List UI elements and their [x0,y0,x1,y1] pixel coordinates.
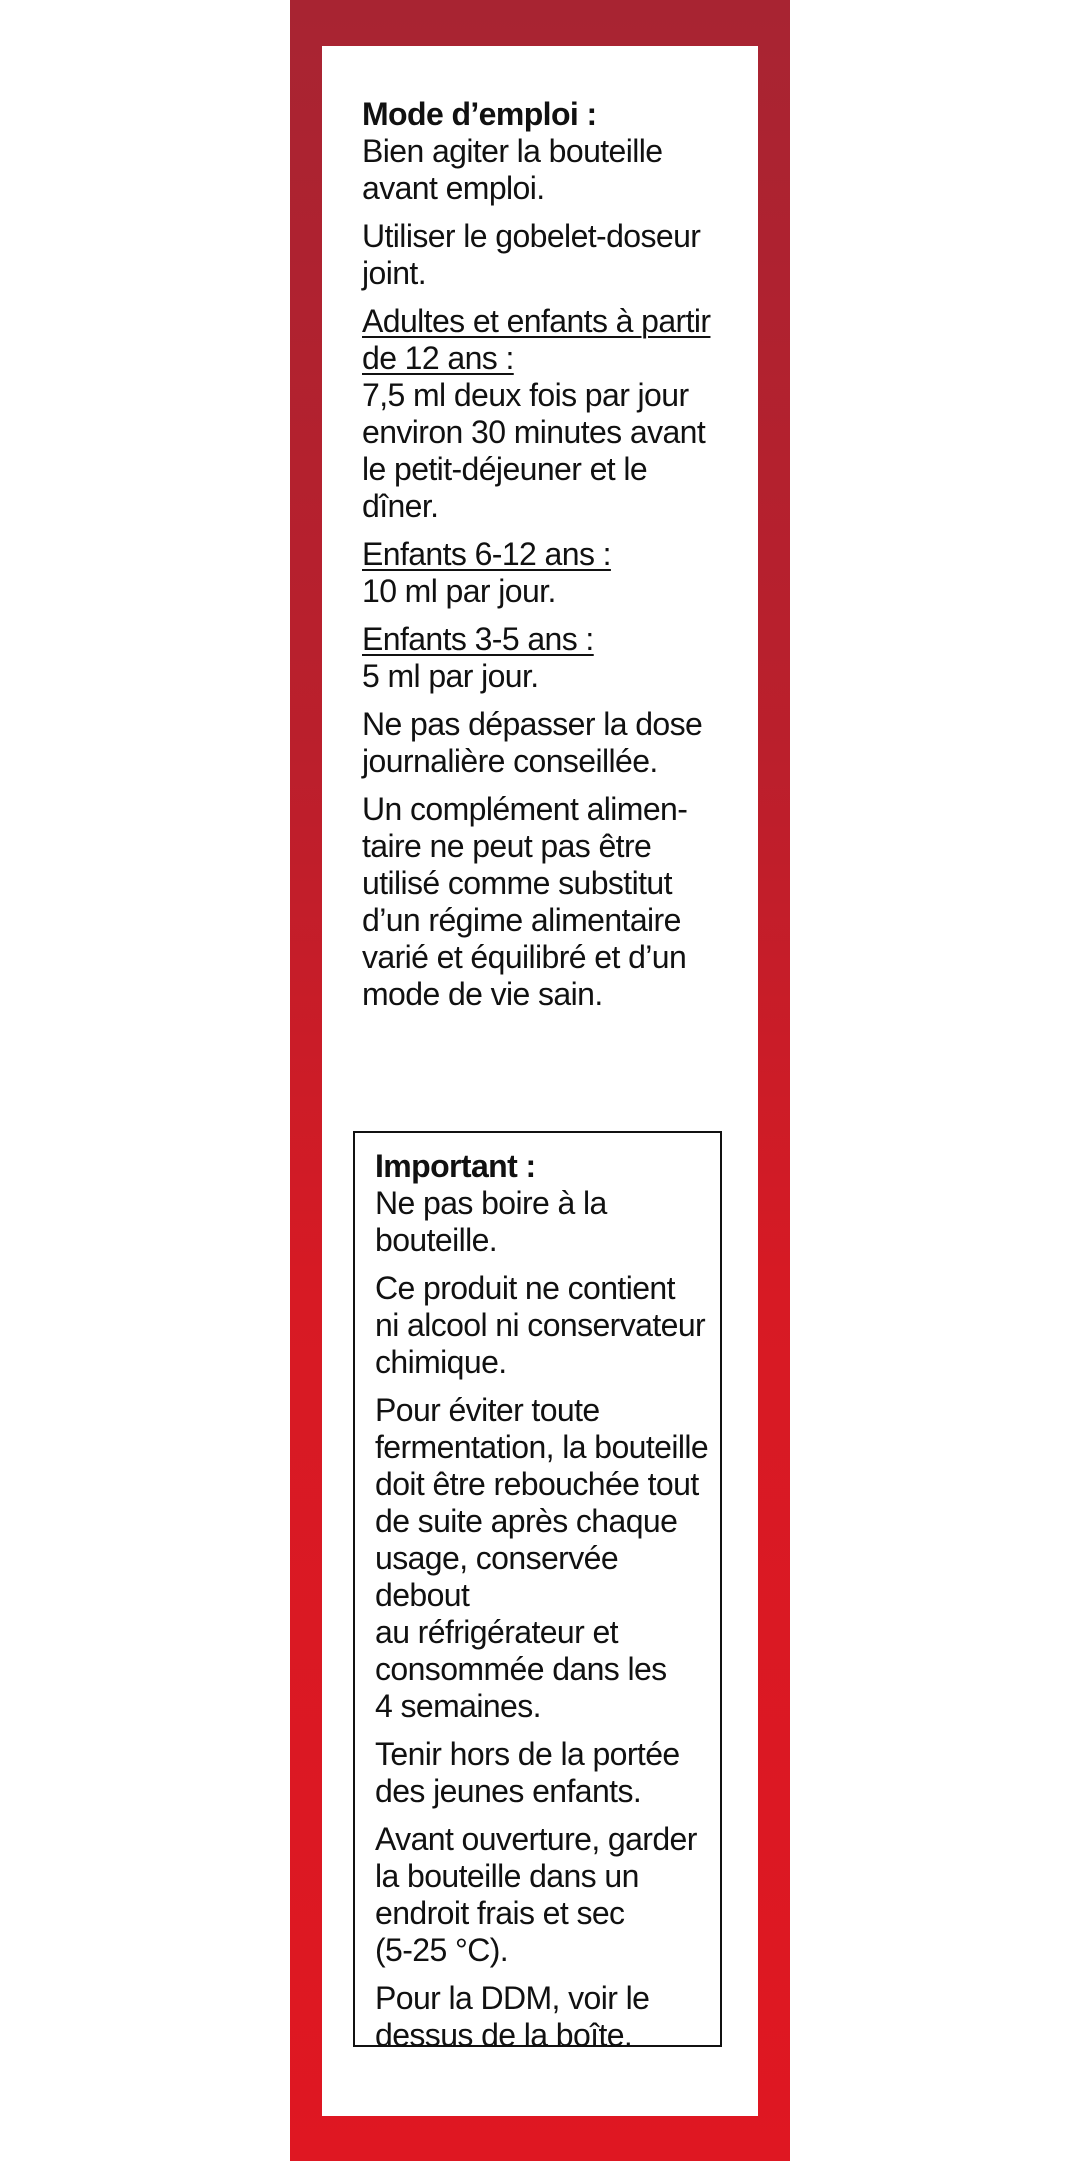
no-alcohol-line-1: Ce produit ne contient [375,1270,675,1306]
adults-dose-line-4: dîner. [362,488,439,524]
important-box [353,1131,722,2053]
no-drink-line-2: bouteille. [375,1222,498,1258]
important-title: Important : [375,1148,536,1184]
ferment-line-8: 4 semaines. [375,1688,541,1724]
storage-line-2: la bouteille dans un [375,1858,639,1894]
ferment-line-2: fermentation, la bouteille [375,1429,709,1465]
storage-line-3: endroit frais et sec [375,1895,625,1931]
ferment-line-4: de suite après chaque [375,1503,678,1539]
children-warning-line-2: des jeunes enfants. [375,1773,642,1809]
children-6-12-dose: 10 ml par jour. [362,573,556,609]
shake-line-2: avant emploi. [362,170,545,206]
cup-line-2: joint. [362,255,426,291]
no-alcohol-line-2: ni alcool ni conservateur [375,1307,706,1343]
adults-dose-line-3: le petit-déjeuner et le [362,451,648,487]
storage-line-4: (5-25 °C). [375,1932,509,1968]
mode-emploi-title: Mode d’emploi : [362,96,597,132]
supplement-line-2: taire ne peut pas être [362,828,652,864]
supplement-line-1: Un complément alimen- [362,791,688,827]
supplement-line-5: varié et équilibré et d’un [362,939,687,975]
no-alcohol-line-3: chimique. [375,1344,507,1380]
ferment-line-1: Pour éviter toute [375,1392,600,1428]
ddm-line-1: Pour la DDM, voir le [375,1980,650,2016]
no-drink-line-1: Ne pas boire à la [375,1185,607,1221]
supplement-line-4: d’un régime alimentaire [362,902,681,938]
children-3-5-dose: 5 ml par jour. [362,658,539,694]
ferment-line-5: usage, conservée debout [375,1540,619,1613]
adults-heading-line-2: de 12 ans : [362,340,514,376]
mode-emploi-section [362,96,732,1024]
supplement-line-6: mode de vie sain. [362,976,603,1012]
storage-line-1: Avant ouverture, garder [375,1821,697,1857]
adults-dose-line-1: 7,5 ml deux fois par jour [362,377,689,413]
shake-line-1: Bien agiter la bouteille [362,133,663,169]
children-6-12-heading: Enfants 6-12 ans : [362,536,611,572]
cup-line-1: Utiliser le gobelet-doseur [362,218,701,254]
adults-heading-line-1: Adultes et enfants à partir [362,303,711,339]
children-warning-line-1: Tenir hors de la portée [375,1736,680,1772]
ferment-line-6: au réfrigérateur et [375,1614,618,1650]
important-section [375,1148,710,2065]
ferment-line-3: doit être rebouchée tout [375,1466,699,1502]
adults-dose-line-2: environ 30 minutes avant [362,414,706,450]
ferment-line-7: consommée dans les [375,1651,667,1687]
ddm-line-2: dessus de la boîte. [375,2017,633,2053]
children-3-5-heading: Enfants 3-5 ans : [362,621,594,657]
supplement-line-3: utilisé comme substitut [362,865,672,901]
max-dose-line-2: journalière conseillée. [362,743,658,779]
max-dose-line-1: Ne pas dépasser la dose [362,706,703,742]
